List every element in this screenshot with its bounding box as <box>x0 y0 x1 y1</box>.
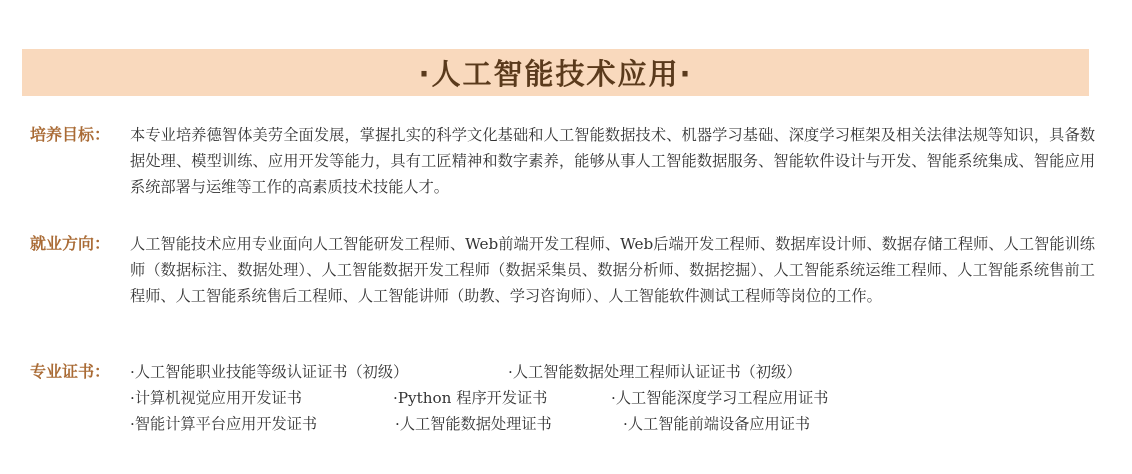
career-direction-section <box>30 231 1095 309</box>
certificate-item: ·人工智能深度学习工程应用证书 <box>611 389 829 407</box>
career-direction-label: 就业方向： <box>30 234 111 253</box>
certificate-item: ·人工智能前端设备应用证书 <box>623 415 811 433</box>
training-goal-label: 培养目标： <box>30 125 111 144</box>
career-direction-text: 人工智能技术应用专业面向人工智能研发工程师、Web前端开发工程师、Web后端开发工程师、数据库设计师、数据存储工程师、人工智能训练师（数据标注、数据处理）、人工智能数据开发工程师（数据采集员、数据分析师、数据挖掘）、人工智能系统运维工程师、人工智能系统售前工程师、人工智能系统售后工程师、人工智能讲师（助教、学习咨询师）、人工智能软件测试工程师等岗位的工作。 <box>130 235 1095 305</box>
certificates-section <box>30 359 1095 437</box>
certificate-item: ·智能计算平台应用开发证书 <box>130 415 318 433</box>
certificate-list <box>130 359 1095 437</box>
certificate-item: ·Python 程序开发证书 <box>393 389 548 407</box>
page-title: ·人工智能技术应用· <box>418 57 693 91</box>
certificate-row <box>130 411 1095 437</box>
certificate-item: ·人工智能职业技能等级认证证书（初级） <box>130 363 409 381</box>
certificate-item: ·人工智能数据处理证书 <box>395 415 552 433</box>
certificates-label: 专业证书： <box>30 362 111 381</box>
certificate-item: ·计算机视觉应用开发证书 <box>130 389 302 407</box>
certificate-row <box>130 385 1095 411</box>
certificate-row <box>130 359 1095 385</box>
certificate-item: ·人工智能数据处理工程师认证证书（初级） <box>508 363 802 381</box>
training-goal-section <box>30 122 1095 200</box>
title-banner <box>22 49 1089 96</box>
training-goal-text: 本专业培养德智体美劳全面发展，掌握扎实的科学文化基础和人工智能数据技术、机器学习基础、深度学习框架及相关法律法规等知识，具备数据处理、模型训练、应用开发等能力，具有工匠精神和数字素养，能够从事人工智能数据服务、智能软件设计与开发、智能系统集成、智能应用系统部署与运维等工作的高素质技术技能人才。 <box>130 126 1095 196</box>
